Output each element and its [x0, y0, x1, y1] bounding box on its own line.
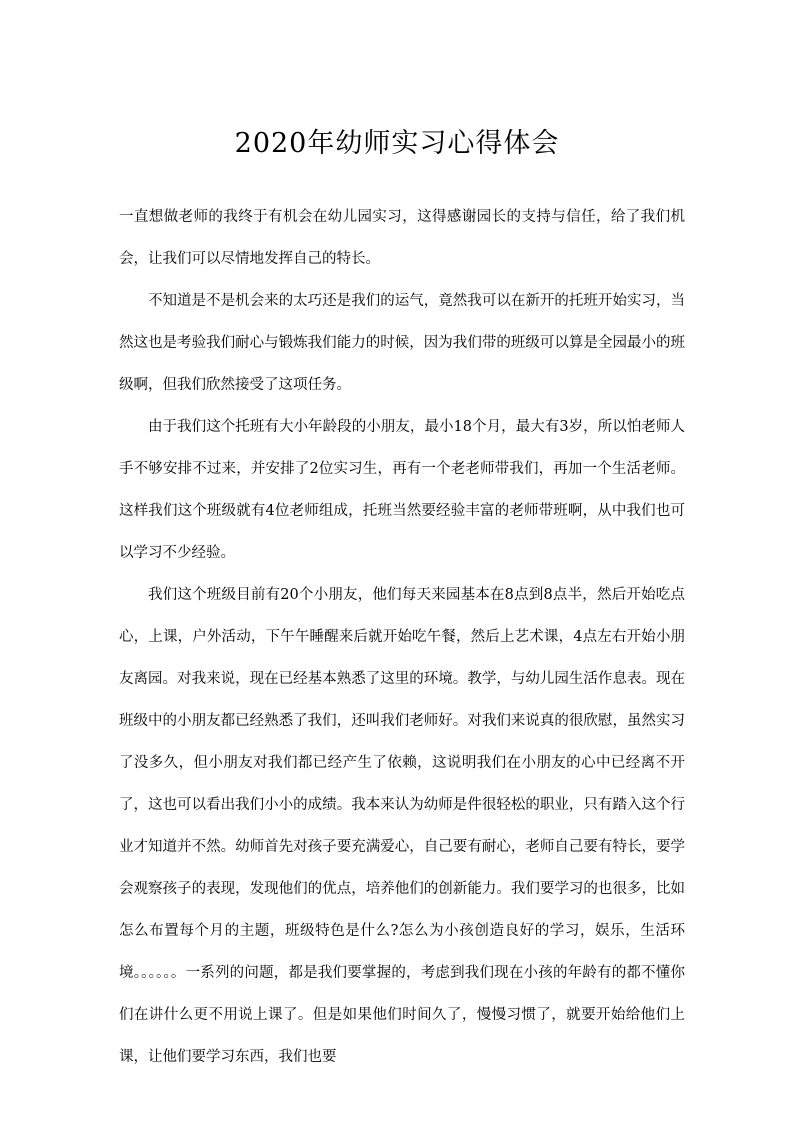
paragraph-2: 不知道是不是机会来的太巧还是我们的运气，竟然我可以在新开的托班开始实习，当然这也是考验我们耐心与锻炼我们能力的时候，因为我们带的班级可以算是全园最小的班级啊，但我们欣然接受了这项任务。	[119, 293, 685, 393]
paragraph-1: 一直想做老师的我终于有机会在幼儿园实习，这得感谢园长的支持与信任，给了我们机会，让我们可以尽情地发挥自己的特长。	[119, 209, 685, 267]
document-title: 2020年幼师实习心得体会	[234, 128, 560, 159]
paragraph-4: 我们这个班级目前有20个小朋友，他们每天来园基本在8点到8点半，然后开始吃点心，上课，户外活动，下午午睡醒来后就开始吃午餐，然后上艺术课，4点左右开始小朋友离园。对我来说，现在已经基本熟悉了这里的环境。教学，与幼儿园生活作息表。现在班级中的小朋友都已经熟悉了我们，还叫我们老师好。对我们来说真的很欣慰，虽然实习了没多久，但小朋友对我们都已经产生了依赖，这说明我们在小朋友的心中已经离不开了，这也可以看出我们小小的成绩。我本来认为幼师是件很轻松的职业，只有踏入这个行业才知道并不然。幼师首先对孩子要充满爱心，自己要有耐心，老师自己要有特长，要学会观察孩子的表现，发现他们的优点，培养他们的创新能力。我们要学习的也很多，比如怎么布置每个月的主题，班级特色是什么?怎么为小孩创造良好的学习，娱乐，生活环境。。。。。。一系列的问题，都是我们要掌握的，考虑到我们现在小孩的年龄有的都不懂你们在讲什么更不用说上课了。但是如果他们时间久了，慢慢习惯了，就要开始给他们上课，让他们要学习东西，我们也要	[119, 587, 685, 1065]
document-body	[119, 196, 685, 1078]
paragraph-3: 由于我们这个托班有大小年龄段的小朋友，最小18个月，最大有3岁，所以怕老师人手不够安排不过来，并安排了2位实习生，再有一个老老师带我们，再加一个生活老师。这样我们这个班级就有4位老师组成，托班当然要经验丰富的老师带班啊，从中我们也可以学习不少经验。	[119, 419, 685, 561]
